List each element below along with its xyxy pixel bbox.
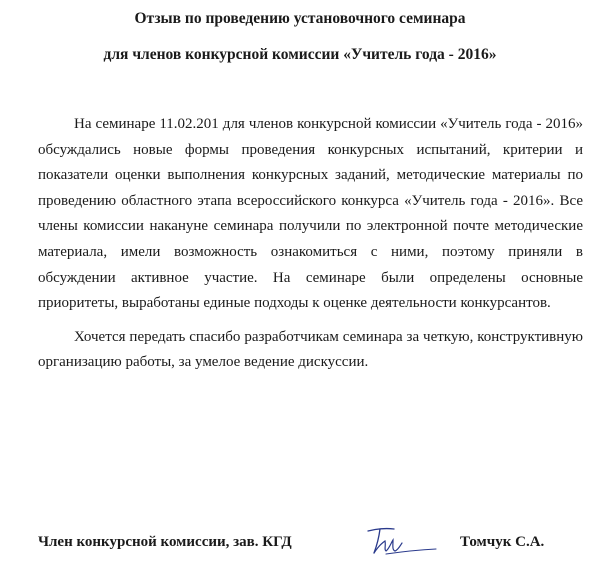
handwritten-signature-icon [362,523,440,563]
document-body [38,112,583,376]
body-paragraph: Хочется передать спасибо разработчикам семинара за четкую, конструктивную организацию работы, за умелое ведение дискуссии. [38,328,583,371]
signatory-role: Член конкурсной комиссии, зав. КГД [38,534,292,550]
document-title-line-2: для членов конкурсной комиссии «Учитель года - 2016» [103,46,497,63]
signatory-name: Томчук С.А. [460,534,545,550]
body-paragraph: На семинаре 11.02.201 для членов конкурсной комиссии «Учитель года - 2016» обсуждались новые формы проведения конкурсных испытаний, критерии и показатели оценки выполнения конкурсных заданий, методические материалы по проведению областного этапа всероссийского конкурса «Учитель года - 2016». Все члены комиссии накануне семинара получили по электронной почте методические материала, имели возможность ознакомиться с ними, поэтому приняли в обсуждении активное участие. На семинаре были определены основные приоритеты, выработаны единые подходы к оценке деятельности конкурсантов. [38,116,583,312]
document-title-line-1: Отзыв по проведению установочного семинара [134,10,466,27]
